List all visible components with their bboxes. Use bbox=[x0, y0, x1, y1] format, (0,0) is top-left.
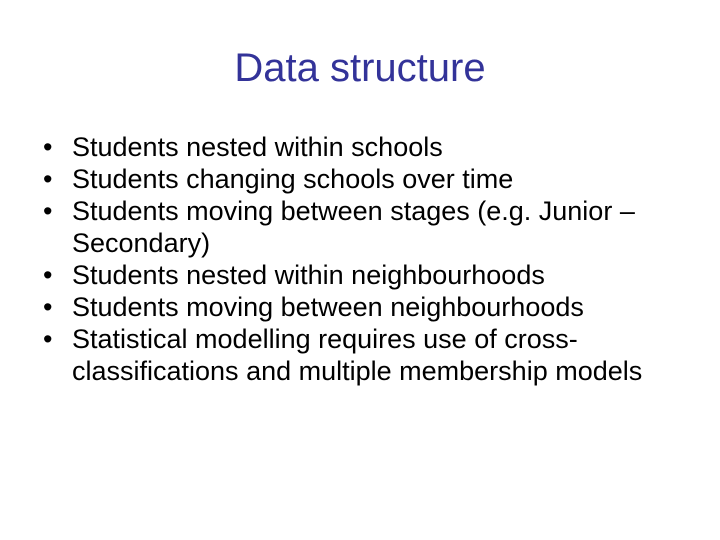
bullet-text: Statistical modelling requires use of cross-classifications and multiple membership models bbox=[72, 324, 643, 386]
bullet-dot-icon: • bbox=[43, 324, 53, 354]
list-item bbox=[43, 163, 703, 195]
list-item bbox=[43, 323, 703, 387]
bullet-list bbox=[43, 131, 703, 387]
bullet-dot-icon: • bbox=[43, 260, 53, 290]
list-item bbox=[43, 195, 703, 259]
bullet-text: Students nested within schools bbox=[72, 132, 443, 162]
bullet-dot-icon: • bbox=[43, 196, 53, 226]
bullet-text: Students nested within neighbourhoods bbox=[72, 260, 545, 290]
list-item bbox=[43, 259, 703, 291]
slide-title: Data structure bbox=[234, 46, 486, 90]
bullet-text: Students moving between stages (e.g. Junior – Secondary) bbox=[72, 196, 635, 258]
list-item bbox=[43, 131, 703, 163]
bullet-text: Students moving between neighbourhoods bbox=[72, 292, 584, 322]
bullet-text: Students changing schools over time bbox=[72, 164, 514, 194]
bullet-dot-icon: • bbox=[43, 132, 53, 162]
bullet-dot-icon: • bbox=[43, 292, 53, 322]
bullet-dot-icon: • bbox=[43, 164, 53, 194]
list-item bbox=[43, 291, 703, 323]
